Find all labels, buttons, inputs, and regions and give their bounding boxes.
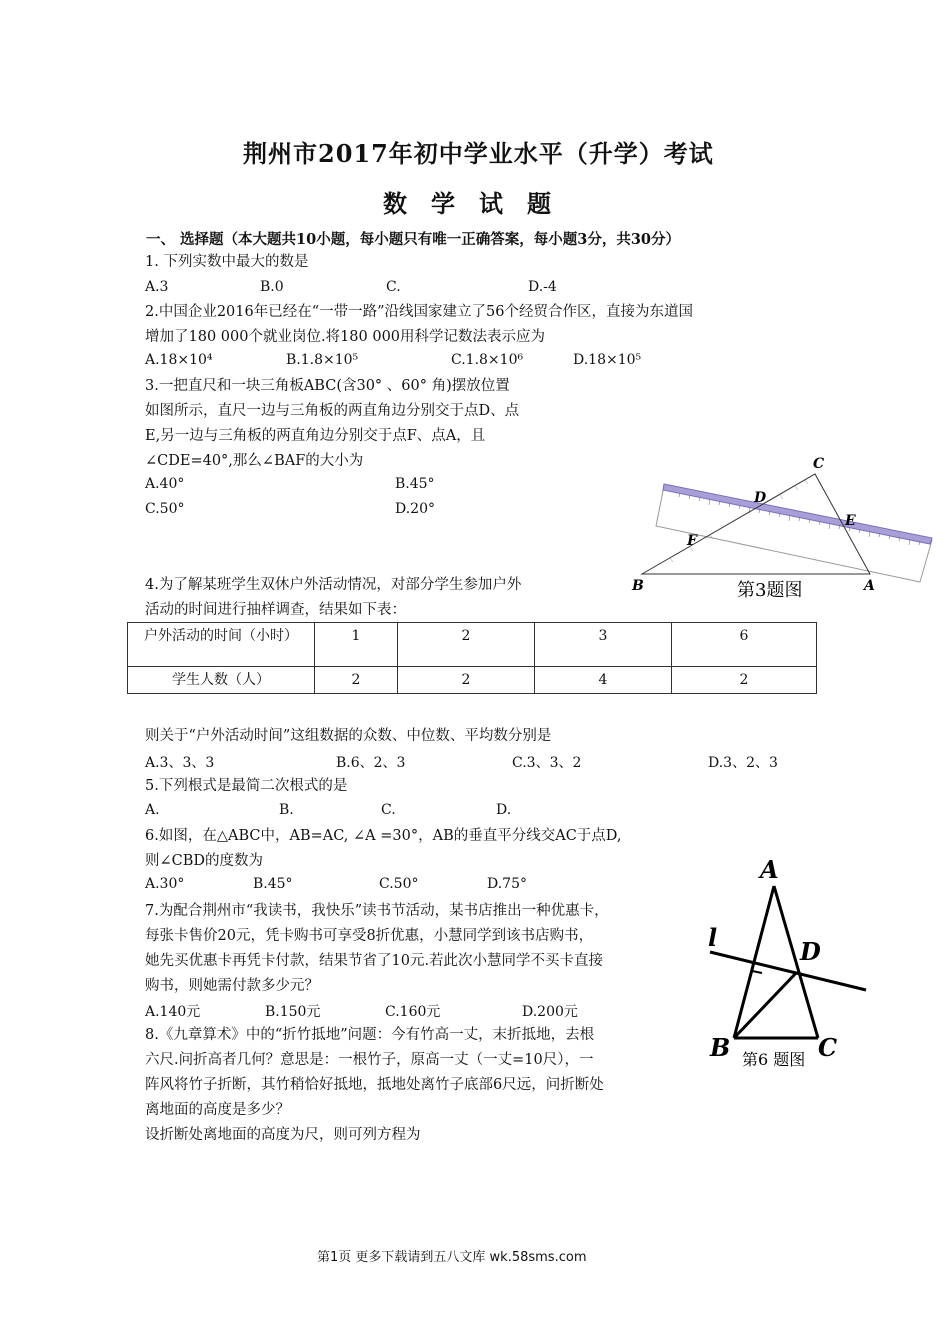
- q6-option-a: A.30°: [145, 876, 185, 892]
- q7-line1: 7.为配合荆州市“我读书，我快乐”读书节活动，某书店推出一种优惠卡，: [145, 903, 609, 919]
- q2-option-b: B.1.8×10⁵: [286, 352, 359, 368]
- q6-option-d: D.75°: [487, 876, 527, 892]
- q4-line1: 4.为了解某班学生双休户外活动情况，对部分学生参加户外: [145, 577, 522, 593]
- q6-option-c: C.50°: [379, 876, 419, 892]
- q8-line4: 离地面的高度是多少？: [145, 1102, 290, 1118]
- table-cell: 2: [398, 623, 535, 667]
- q7-option-d: D.200元: [522, 1004, 578, 1020]
- q3-option-a: A.40°: [145, 476, 185, 492]
- q3-line1: 3.一把直尺和一块三角板ABC(含30° 、60° 角)摆放位置: [145, 378, 510, 394]
- q8-line5: 设折断处离地面的高度为尺，则可列方程为: [145, 1127, 421, 1143]
- q6-line1: 6.如图，在△ABC中，AB=AC, ∠A =30°，AB的垂直平分线交AC于点D,: [145, 828, 622, 844]
- q3-line3: E,另一边与三角板的两直角边分别交于点F、点A，且: [145, 428, 486, 444]
- q5-option-a: A.: [145, 802, 160, 818]
- table-cell: 2: [672, 667, 817, 694]
- q7-line4: 购书，则她需付款多少元？: [145, 978, 319, 994]
- label-e: E: [845, 513, 856, 529]
- q6-figure-caption: 第6 题图: [742, 1050, 806, 1069]
- q1-option-d: D.-4: [528, 279, 557, 295]
- q4-table: [127, 622, 817, 694]
- table-row: [128, 623, 817, 667]
- q6-option-b: B.45°: [253, 876, 293, 892]
- bisector-l: [710, 952, 866, 990]
- exam-subtitle: 数 学 试 题: [383, 189, 551, 218]
- q4-line2: 活动的时间进行抽样调查，结果如下表：: [145, 602, 406, 618]
- table-cell: 1: [315, 623, 398, 667]
- table-header-cell: 户外活动的时间（小时）: [128, 623, 315, 667]
- q2-option-c: C.1.8×10⁶: [451, 352, 524, 368]
- q1-stem: 1. 下列实数中最大的数是: [145, 254, 309, 270]
- q8-line1: 8.《九章算术》中的“折竹抵地”问题：今有竹高一丈，末折抵地，去根: [145, 1027, 595, 1043]
- q2-line1: 2.中国企业2016年已经在“一带一路”沿线国家建立了56个经贸合作区，直接为东道国: [145, 304, 694, 320]
- q2-line2: 增加了180 000个就业岗位.将180 000用科学记数法表示应为: [145, 329, 546, 345]
- table-cell: 3: [535, 623, 672, 667]
- label-c: C: [813, 456, 825, 472]
- table-cell: 2: [398, 667, 535, 694]
- q7-option-c: C.160元: [385, 1004, 441, 1020]
- q2-option-a: A.18×10⁴: [145, 352, 213, 368]
- q7-option-a: A.140元: [145, 1004, 201, 1020]
- label-d: D: [754, 490, 767, 506]
- q7-line3: 她先买优惠卡再凭卡付款，结果节省了10元.若此次小慧同学不买卡直接: [145, 953, 604, 969]
- q4-option-d: D.3、2、3: [708, 755, 778, 771]
- label-a: A: [864, 578, 875, 594]
- table-row: [128, 667, 817, 694]
- q8-line2: 六尺.问折高者几何？意思是：一根竹子，原高一丈（一丈=10尺），一: [145, 1052, 594, 1068]
- q5-option-b: B.: [279, 802, 294, 818]
- q4-option-c: C.3、3、2: [512, 755, 582, 771]
- table-cell: 2: [315, 667, 398, 694]
- q6-figure: [700, 850, 880, 1075]
- q3-line2: 如图所示，直尺一边与三角板的两直角边分别交于点D、点: [145, 403, 520, 419]
- label-b: B: [710, 1033, 731, 1062]
- q4-option-a: A.3、3、3: [145, 755, 215, 771]
- label-l: l: [708, 923, 718, 952]
- q6-line2: 则∠CBD的度数为: [145, 853, 264, 869]
- q3-line4: ∠CDE=40°,那么∠BAF的大小为: [145, 453, 364, 469]
- table-header-cell: 学生人数（人）: [128, 667, 315, 694]
- q3-option-d: D.20°: [395, 501, 435, 517]
- table-cell: 6: [672, 623, 817, 667]
- q3-option-c: C.50°: [145, 501, 185, 517]
- q7-line2: 每张卡售价20元，凭卡购书可享受8折优惠，小慧同学到该书店购书，: [145, 928, 594, 944]
- q5-option-d: D.: [496, 802, 512, 818]
- label-b: B: [632, 578, 644, 594]
- q4-option-b: B.6、2、3: [336, 755, 406, 771]
- q3-figure: [620, 450, 940, 610]
- exam-title: 荆州市2017年初中学业水平（升学）考试: [243, 139, 714, 168]
- q7-option-b: B.150元: [265, 1004, 321, 1020]
- label-f: F: [687, 533, 697, 549]
- label-a: A: [760, 855, 779, 884]
- label-d: D: [800, 937, 821, 966]
- q1-option-a: A.3: [145, 279, 169, 295]
- q3-option-b: B.45°: [395, 476, 435, 492]
- q1-option-c: C.: [386, 279, 401, 295]
- q4-question: 则关于“户外活动时间”这组数据的众数、中位数、平均数分别是: [145, 728, 552, 744]
- q2-option-d: D.18×10⁵: [573, 352, 642, 368]
- q5-stem: 5.下列根式是最简二次根式的是: [145, 778, 348, 794]
- q3-figure-caption: 第3题图: [737, 580, 803, 601]
- label-c: C: [818, 1033, 838, 1062]
- section-header: 一、 选择题（本大题共10小题，每小题只有唯一正确答案，每小题3分，共30分）: [146, 231, 680, 248]
- table-cell: 4: [535, 667, 672, 694]
- q5-option-c: C.: [381, 802, 396, 818]
- q1-option-b: B.0: [260, 279, 284, 295]
- page-footer: 第1页 更多下载请到五八文库 wk.58sms.com: [317, 1250, 587, 1265]
- q8-line3: 阵风将竹子折断，其竹稍恰好抵地，抵地处离竹子底部6尺远，问折断处: [145, 1077, 604, 1093]
